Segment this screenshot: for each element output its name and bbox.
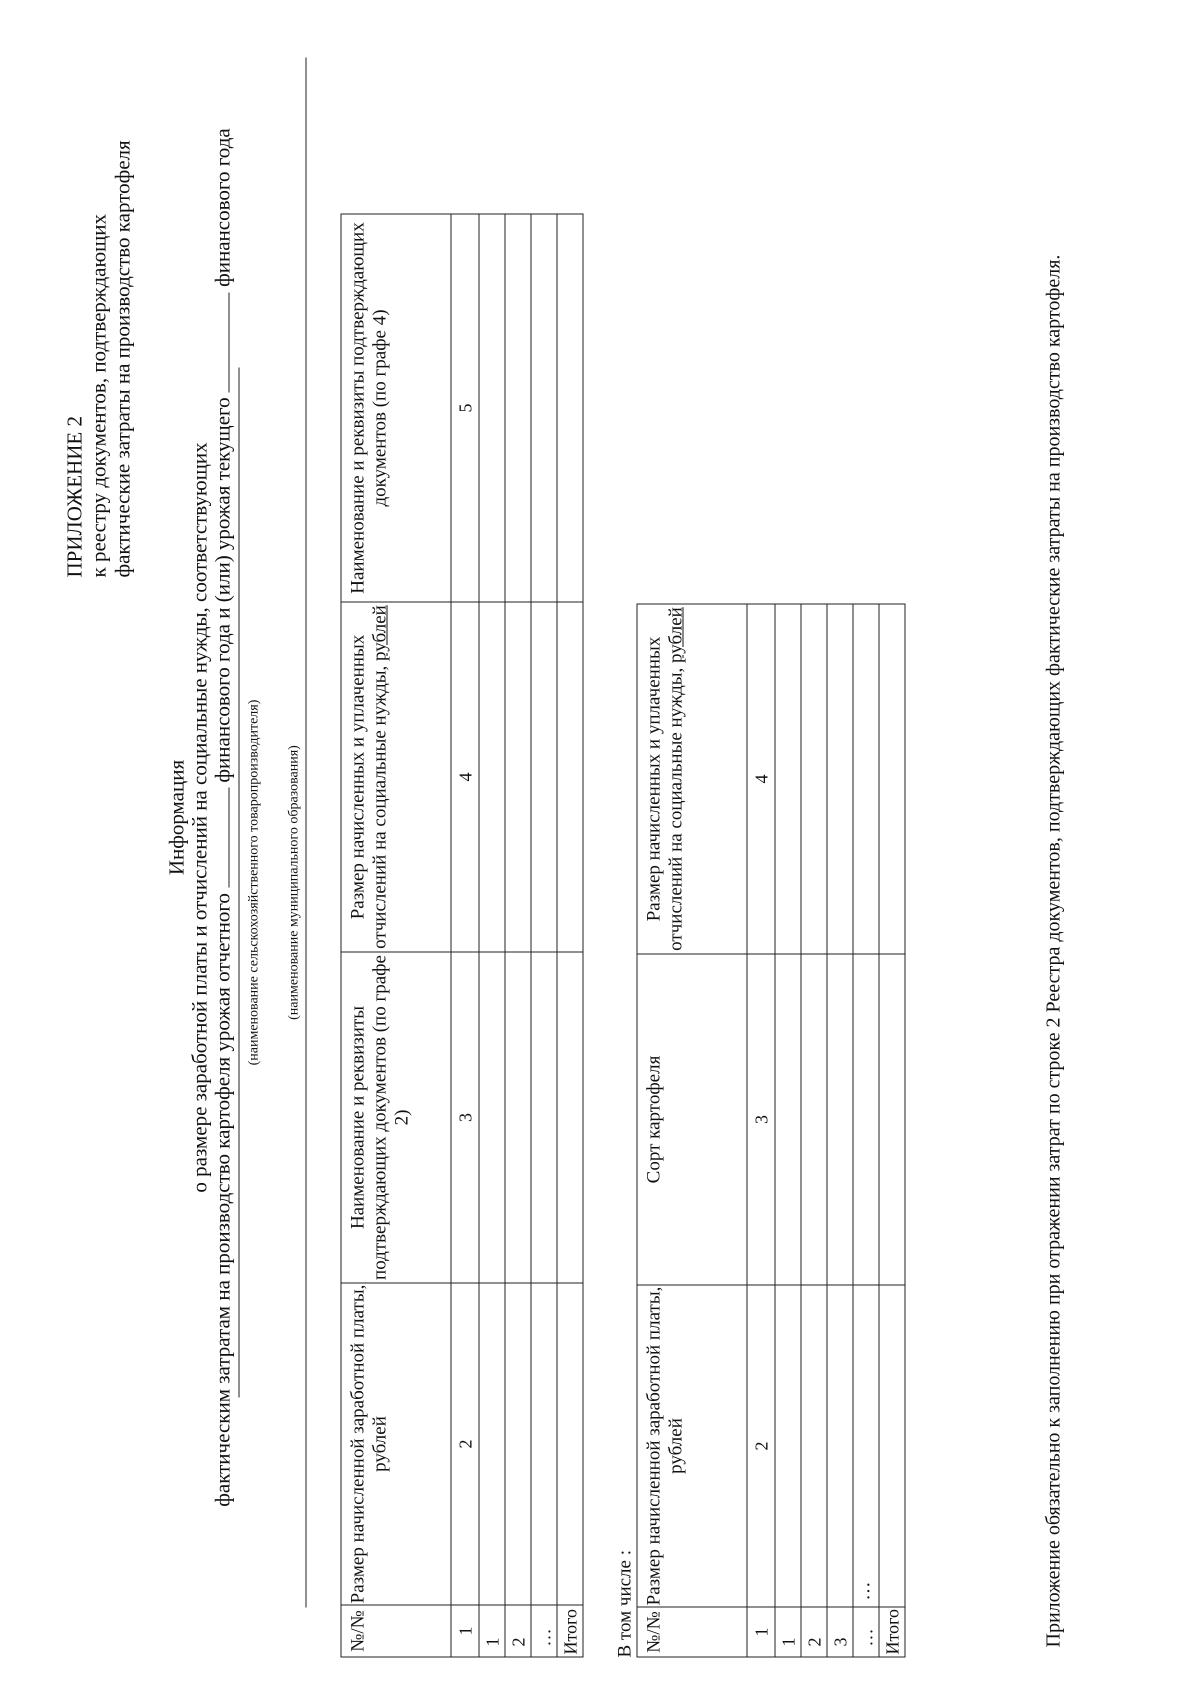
info-title: Информация: [164, 759, 188, 875]
info-line-2: фактическим затратам на производство картофеля урожая отчетного финансового года и (или) урожая текущего финансового года: [210, 127, 234, 1507]
table-row: 2: [505, 214, 531, 1657]
header-potato-variety: Сорт картофеля: [637, 954, 747, 1285]
table-row: 1: [479, 214, 505, 1657]
table-row: 2: [801, 604, 827, 1657]
table-column-numbers: 1 2 3 4: [747, 604, 775, 1657]
table-column-numbers: 1 2 3 4 5: [451, 214, 479, 1657]
header-number: №/№: [637, 1607, 747, 1657]
producer-caption: (наименование сельскохозяйственного товаропроизводителя): [246, 699, 261, 1065]
table-row-total: Итого: [879, 604, 905, 1657]
producer-name-line: [238, 367, 239, 1397]
header-number: №/№: [341, 1605, 451, 1657]
header-contributions: Размер начисленных и уплаченных отчислений на социальные нужды, рублей: [341, 602, 451, 952]
info-title-block: [165, 117, 234, 1517]
municipality-name-line: [305, 57, 306, 1607]
header-salary: Размер начисленной заработной платы, рублей: [341, 1283, 451, 1605]
table-payroll: [340, 213, 583, 1657]
table-by-variety: [636, 603, 905, 1657]
appendix-line-2: фактические затраты на производство картофеля: [110, 139, 134, 577]
table-row-total: Итого: [557, 214, 583, 1657]
table-row: 3: [827, 604, 853, 1657]
header-salary: Размер начисленной заработной платы, рублей: [637, 1285, 747, 1607]
municipality-caption: (наименование муниципального образования): [286, 744, 301, 1020]
table-row: … …: [853, 604, 879, 1657]
table-row: 1: [775, 604, 801, 1657]
header-contributions: Размер начисленных и уплаченных отчислений на социальные нужды, рублей: [637, 604, 747, 954]
appendix-line-1: к реестру документов, подтверждающих: [86, 213, 110, 577]
header-salary-docs: Наименование и реквизиты подтверждающих документов (по графе 2): [341, 952, 451, 1283]
appendix-header: [62, 37, 134, 577]
table-header-row: [637, 604, 747, 1657]
info-line-1: о размере заработной платы и отчислений на социальные нужды, соответствующих: [187, 441, 211, 1193]
appendix-title: ПРИЛОЖЕНИЕ 2: [62, 415, 86, 577]
table-row: …: [531, 214, 557, 1657]
including-label: В том числе :: [614, 1549, 635, 1657]
header-contribution-docs: Наименование и реквизиты подтверждающих документов (по графе 4): [341, 214, 451, 602]
footnote: Приложение обязательно к заполнению при отражении затрат по строке 2 Реестра документов, подтверждающих фактические затраты на производство картофеля.: [1042, 254, 1064, 1647]
table-header-row: [341, 214, 451, 1657]
